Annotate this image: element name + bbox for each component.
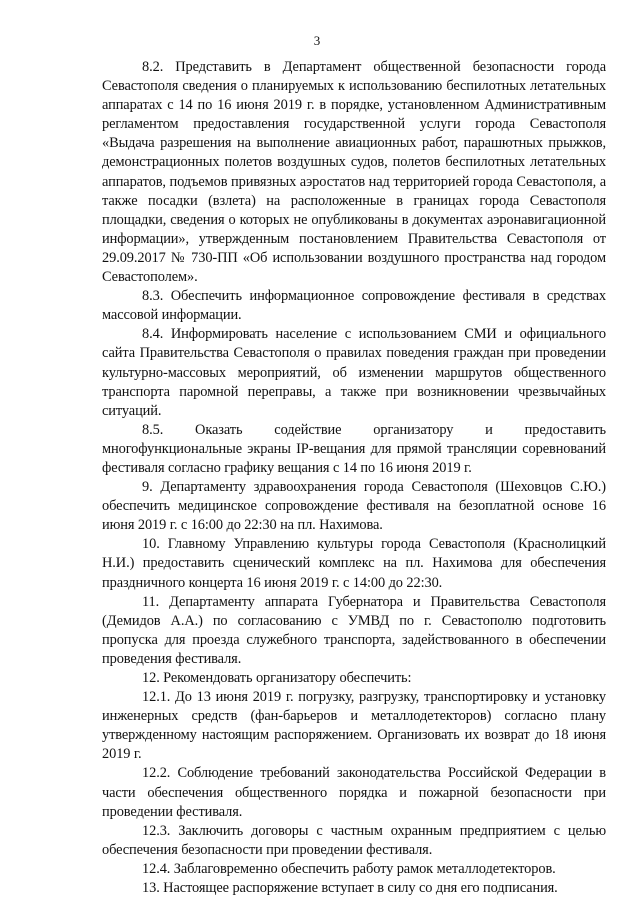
paragraph-12-2: 12.2. Соблюдение требований законодательства Российской Федерации в части обеспечения общественного порядка и пожарной безопасности при проведении фестиваля. <box>102 765 606 820</box>
paragraph-8-3: 8.3. Обеспечить информационное сопровождение фестиваля в средствах массовой информации. <box>102 288 606 324</box>
document-body <box>102 58 606 898</box>
paragraph-8-2: 8.2. Представить в Департамент общественной безопасности города Севастополя сведения о планируемых к использованию беспилотных летательных аппаратах с 14 по 16 июня 2019 г. в порядке, установленном Административным регламентом предоставления государственной услуги города Севастополя «Выдача разрешения на выполнение авиационных работ, парашютных прыжков, демонстрационных полетов воздушных судов, полетов беспилотных летательных аппаратов, подъемов привязных аэростатов над территорией города Севастополя, а также посадки (взлета) на расположенные в границах города Севастополя площадки, сведения о которых не опубликованы в документах аэронавигационной информации», утвержденным постановлением Правительства Севастополя от 29.09.2017 № 730-ПП «Об использовании воздушного пространства над городом Севастополем». <box>102 59 606 286</box>
paragraph-12-3: 12.3. Заключить договоры с частным охранным предприятием с целью обеспечения безопасности при проведении фестиваля. <box>102 822 606 858</box>
paragraph-10: 10. Главному Управлению культуры города Севастополя (Краснолицкий Н.И.) предоставить сценический комплекс на пл. Нахимова для обеспечения праздничного концерта 16 июня 2019 г. с 14:00 до 22:30. <box>102 536 606 591</box>
paragraph-8-4: 8.4. Информировать население с использованием СМИ и официального сайта Правительства Севастополя о правилах поведения граждан при проведении культурно-массовых мероприятий, об изменении маршрутов общественного транспорта паромной переправы, а также при возникновении чрезвычайных ситуаций. <box>102 326 606 419</box>
paragraph-12-1: 12.1. До 13 июня 2019 г. погрузку, разгрузку, транспортировку и установку инженерных средств (фан-барьеров и металлодетекторов) согласно плану утвержденному настоящим распоряжением. Организовать их возврат до 18 июня 2019 г. <box>102 689 606 763</box>
paragraph-9: 9. Департаменту здравоохранения города Севастополя (Шеховцов С.Ю.) обеспечить медицинское сопровождение фестиваля на безоплатной основе 16 июня 2019 г. с 16:00 до 22:30 на пл. Нахимова. <box>102 479 606 534</box>
paragraph-11: 11. Департаменту аппарата Губернатора и Правительства Севастополя (Демидов А.А.) по согласованию с УМВД по г. Севастополю подготовить пропуска для проезда служебного транспорта, задействованного в обеспечении проведения фестиваля. <box>102 593 606 667</box>
paragraph-8-5: 8.5. Оказать содействие организатору и предоставить многофункциональные экраны IP-вещания для прямой трансляции соревнований фестиваля согласно графику вещания с 14 по 16 июня 2019 г. <box>102 421 606 476</box>
paragraph-13: 13. Настоящее распоряжение вступает в силу со дня его подписания. <box>142 880 558 897</box>
paragraph-12-4: 12.4. Заблаговременно обеспечить работу рамок металлодетекторов. <box>142 860 556 877</box>
paragraph-12: 12. Рекомендовать организатору обеспечить: <box>142 670 412 686</box>
page-number: 3 <box>313 33 321 48</box>
